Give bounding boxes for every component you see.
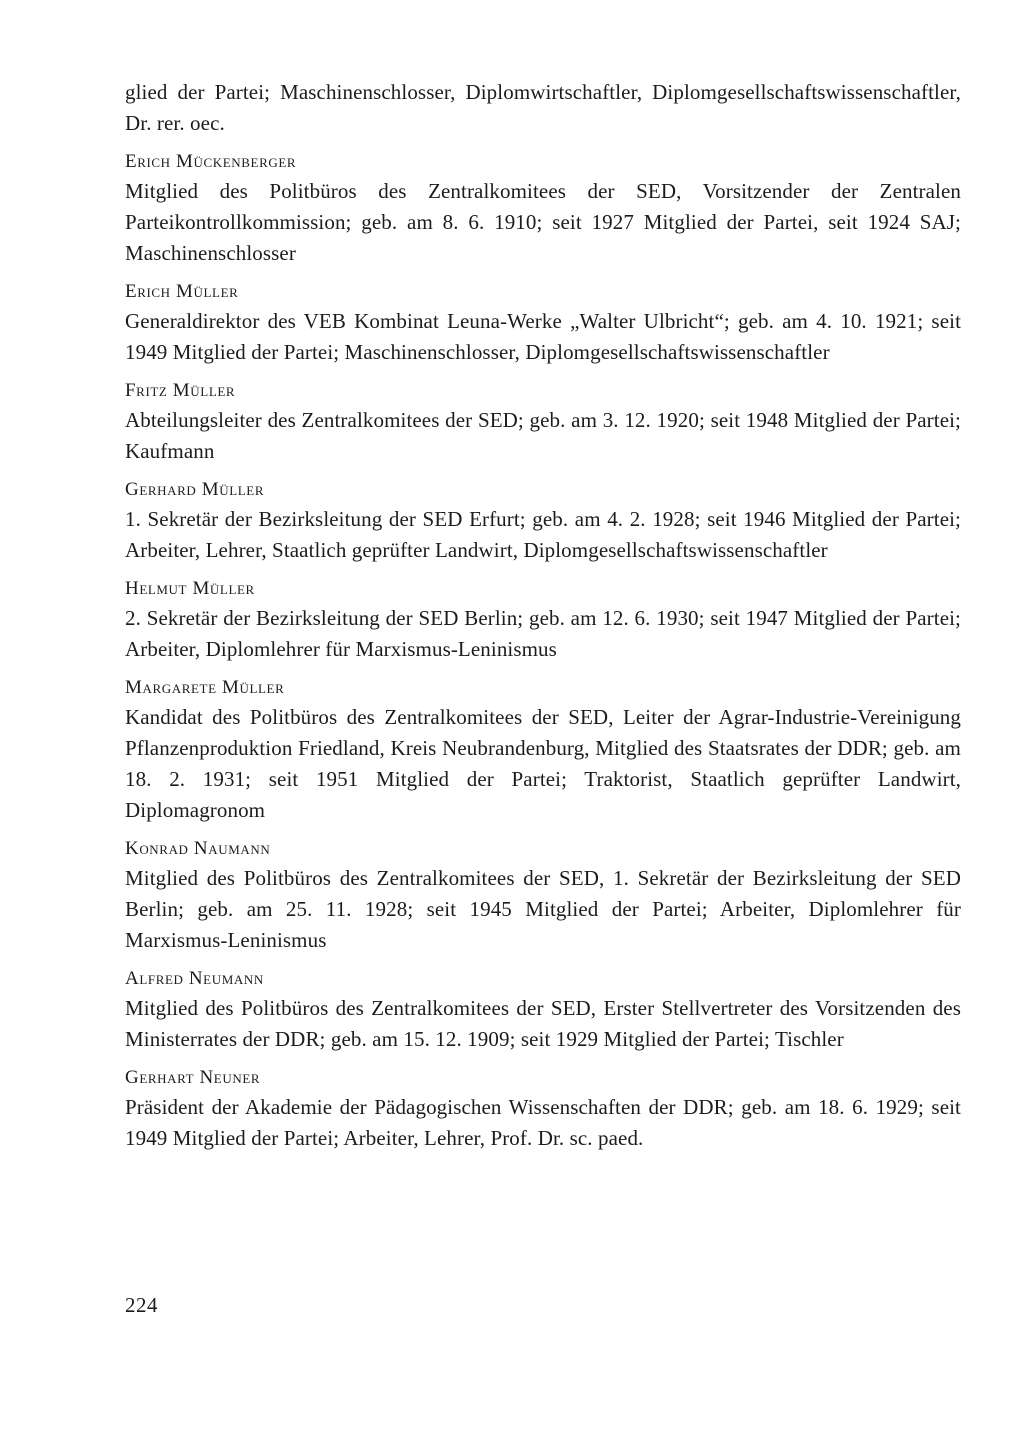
biography-entry xyxy=(125,148,961,269)
continuation-text: glied der Partei; Maschinenschlosser, Diplomwirtschaftler, Diplomgesellschaftswissenschaftler, Dr. rer. oec. xyxy=(125,80,961,135)
biography-entry xyxy=(125,377,961,467)
person-name: Gerhard Müller xyxy=(125,479,265,500)
person-description: Mitglied des Politbüros des Zentralkomitees der SED, Erster Stellvertreter des Vorsitzenden des Ministerrates der DDR; geb. am 15. 12. 1909; seit 1929 Mitglied der Partei; Tischler xyxy=(125,996,961,1051)
person-name: Alfred Neumann xyxy=(125,968,264,989)
person-name: Gerhart Neuner xyxy=(125,1067,261,1088)
person-name: Erich Mückenberger xyxy=(125,151,297,172)
page-body xyxy=(125,77,961,1154)
person-description: Abteilungsleiter des Zentralkomitees der SED; geb. am 3. 12. 1920; seit 1948 Mitglied der Partei; Kaufmann xyxy=(125,408,961,463)
person-description: 2. Sekretär der Bezirksleitung der SED Berlin; geb. am 12. 6. 1930; seit 1947 Mitglied der Partei; Arbeiter, Diplomlehrer für Marxismus-Leninismus xyxy=(125,606,961,661)
person-description: Generaldirektor des VEB Kombinat Leuna-Werke „Walter Ulbricht“; geb. am 4. 10. 1921; seit 1949 Mitglied der Partei; Maschinenschlosser, Diplomgesellschaftswissenschaftler xyxy=(125,309,961,364)
biography-entry xyxy=(125,575,961,665)
page-number: 224 xyxy=(125,1293,158,1317)
biography-entry xyxy=(125,278,961,368)
person-name: Erich Müller xyxy=(125,281,239,302)
biography-entry xyxy=(125,835,961,956)
person-name: Margarete Müller xyxy=(125,677,285,698)
person-name: Konrad Naumann xyxy=(125,838,271,859)
biography-entry xyxy=(125,1064,961,1154)
person-description: Kandidat des Politbüros des Zentralkomitees der SED, Leiter der Agrar-Industrie-Vereinigung Pflanzenproduktion Friedland, Kreis Neubrandenburg, Mitglied des Staatsrates der DDR; geb. am 18. 2. 1931; seit 1951 Mitglied der Partei; Traktorist, Staatlich geprüfter Landwirt, Diplomagronom xyxy=(125,705,961,822)
person-description: Präsident der Akademie der Pädagogischen Wissenschaften der DDR; geb. am 18. 6. 1929; seit 1949 Mitglied der Partei; Arbeiter, Lehrer, Prof. Dr. sc. paed. xyxy=(125,1095,961,1150)
biography-entry xyxy=(125,674,961,826)
person-name: Helmut Müller xyxy=(125,578,255,599)
biography-entry xyxy=(125,476,961,566)
biography-entry xyxy=(125,965,961,1055)
person-name: Fritz Müller xyxy=(125,380,236,401)
person-description: 1. Sekretär der Bezirksleitung der SED Erfurt; geb. am 4. 2. 1928; seit 1946 Mitglied der Partei; Arbeiter, Lehrer, Staatlich geprüfter Landwirt, Diplomgesellschaftswissenschaftler xyxy=(125,507,961,562)
person-description: Mitglied des Politbüros des Zentralkomitees der SED, Vorsitzender der Zentralen Parteikontrollkommission; geb. am 8. 6. 1910; seit 1927 Mitglied der Partei, seit 1924 SAJ; Maschinenschlosser xyxy=(125,179,961,265)
person-description: Mitglied des Politbüros des Zentralkomitees der SED, 1. Sekretär der Bezirksleitung der SED Berlin; geb. am 25. 11. 1928; seit 1945 Mitglied der Partei; Arbeiter, Diplomlehrer für Marxismus-Leninismus xyxy=(125,866,961,952)
